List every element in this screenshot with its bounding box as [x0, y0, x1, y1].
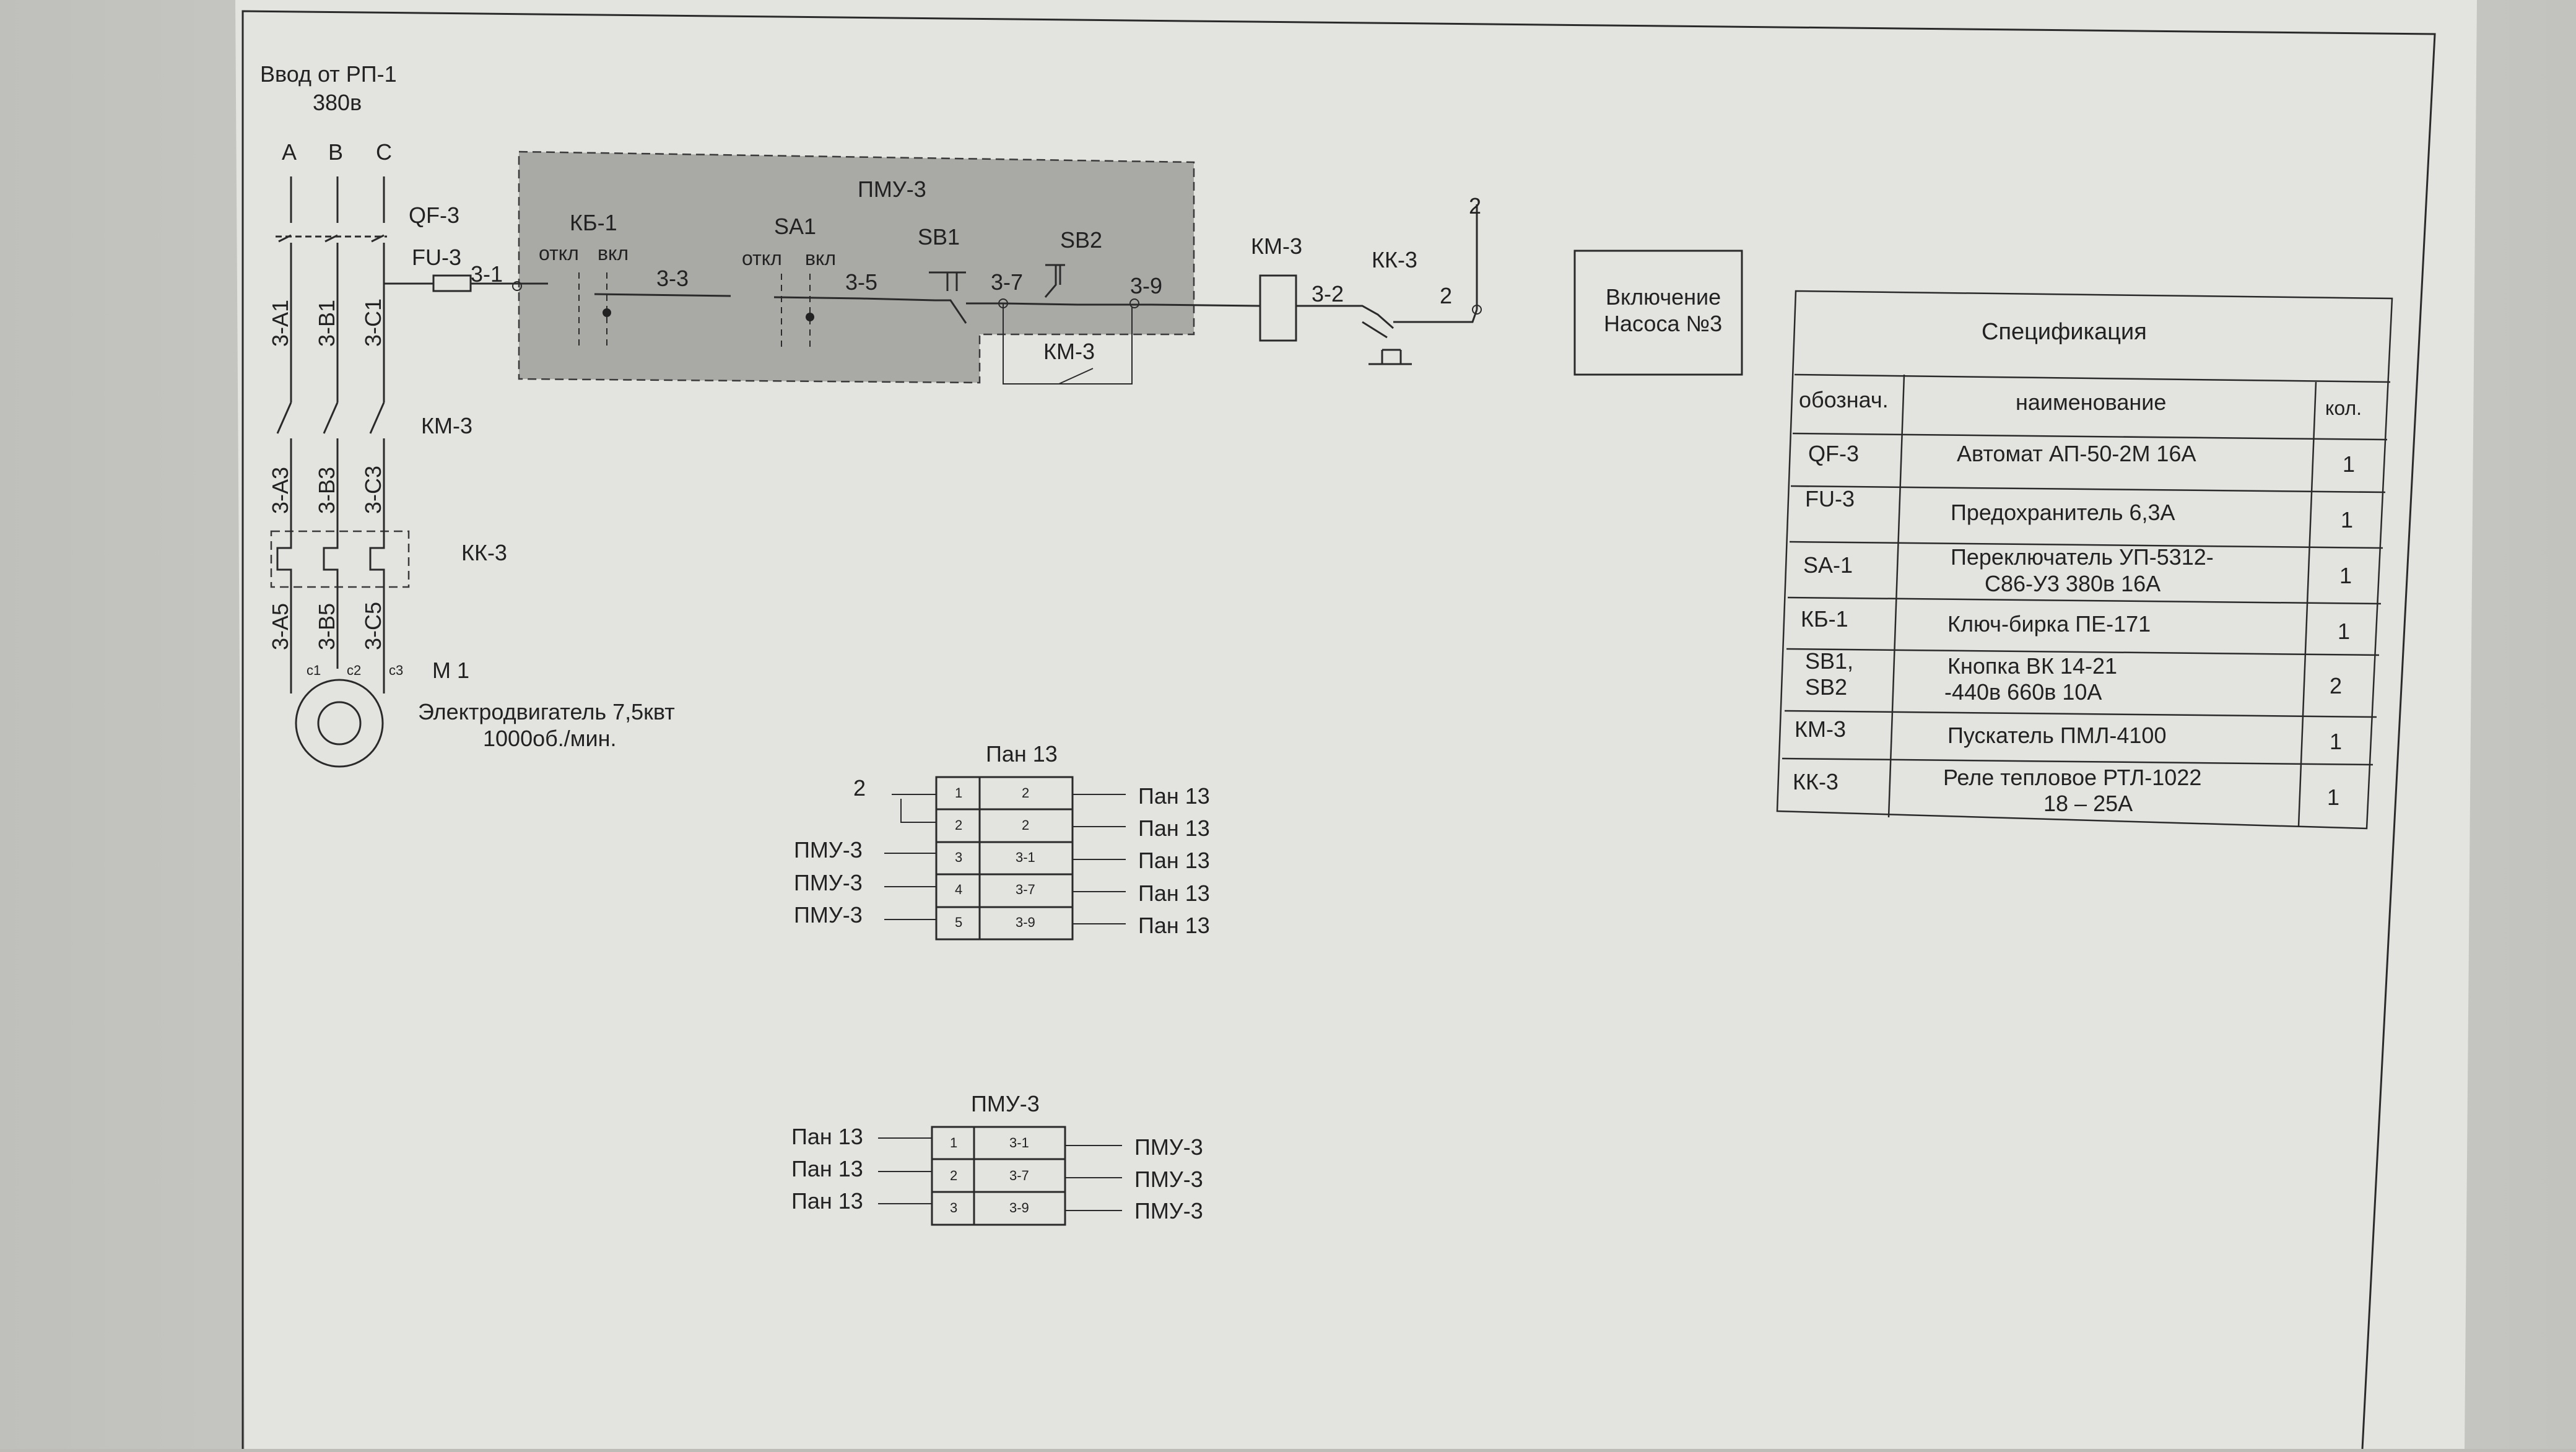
terminal-right-label: Пан 13: [1138, 783, 1210, 809]
terminal-wire: 2: [1022, 817, 1030, 833]
phase-a-label: A: [282, 139, 297, 165]
motor-terminal-c3: с3: [389, 663, 404, 678]
terminal-right-label: ПМУ-3: [1134, 1167, 1203, 1192]
terminal-number: 2: [950, 1168, 958, 1183]
spec-header-name: наименование: [2016, 389, 2167, 415]
spec-cell-name-2: 18 – 25А: [2043, 791, 2133, 816]
motor-terminal-c2: с2: [347, 663, 362, 678]
terminal-block-2-title: ПМУ-3: [971, 1091, 1040, 1116]
wire-label-35: 3-5: [845, 269, 878, 295]
wire-label-2: 2: [1440, 283, 1453, 308]
spec-cell-code-2: SB2: [1805, 674, 1848, 700]
wire-label-31: 3-1: [471, 261, 503, 287]
spec-cell-name: Кнопка ВК 14-21: [1947, 653, 2117, 679]
kk-power-label: КК-3: [461, 540, 507, 565]
terminal-number: 4: [955, 882, 963, 897]
wire-label-32: 3-2: [1312, 281, 1344, 306]
spec-cell-name: Переключатель УП-5312-: [1951, 544, 2214, 570]
terminal-right-label: ПМУ-3: [1134, 1134, 1203, 1160]
spec-cell-code: SA-1: [1803, 552, 1853, 578]
wire-label-c1: 3-С1: [360, 298, 386, 347]
wire-label-b3: 3-В3: [314, 466, 339, 514]
wire-label-39: 3-9: [1130, 273, 1163, 298]
terminal-left-label: Пан 13: [791, 1124, 863, 1149]
terminal-wire: 3-1: [1016, 850, 1035, 865]
spec-header-code: обознач.: [1799, 387, 1889, 412]
spec-cell-qty: 1: [2343, 451, 2356, 477]
supply-label-line2: 380в: [313, 90, 362, 115]
terminal-number: 3: [950, 1200, 958, 1215]
wire-label-33: 3-3: [656, 266, 689, 291]
terminal-left-label: ПМУ-3: [794, 870, 863, 895]
spec-cell-code: FU-3: [1805, 486, 1855, 511]
terminal-wire: 3-7: [1016, 882, 1035, 897]
terminal-wire: 3-9: [1009, 1200, 1029, 1215]
terminal-wire: 3-7: [1009, 1168, 1029, 1183]
spec-cell-name-2: С86-У3 380в 16А: [1985, 571, 2161, 596]
spec-cell-code: КК-3: [1793, 769, 1838, 794]
sb2-label: SB2: [1060, 227, 1103, 253]
km-coil-label: КМ-3: [1251, 233, 1302, 259]
km-aux-label: КМ-3: [1043, 339, 1095, 364]
wire-label-a3: 3-А3: [268, 466, 293, 514]
kk-contact-label: КК-3: [1372, 247, 1417, 272]
spec-cell-name: Пускатель ПМЛ-4100: [1947, 723, 2167, 748]
spec-header-qty: кол.: [2325, 397, 2362, 419]
wire-label-a5: 3-А5: [268, 602, 293, 650]
spec-cell-name-2: -440в 660в 10А: [1944, 679, 2102, 705]
inclusion-line1: Включение: [1606, 284, 1721, 310]
phase-b-label: B: [328, 139, 344, 165]
terminal-left-label: ПМУ-3: [794, 902, 863, 928]
spec-cell-name: Автомат АП-50-2М 16А: [1957, 441, 2196, 466]
phase-c-label: C: [376, 139, 392, 165]
pmu-label: ПМУ-3: [858, 176, 926, 202]
terminal-number: 5: [955, 915, 963, 930]
motor-desc-line1: Электродвигатель 7,5квт: [418, 699, 675, 724]
wire-label-c5: 3-С5: [360, 601, 386, 650]
spec-cell-name: Ключ-бирка ПЕ-171: [1947, 611, 2151, 637]
terminal-wire: 3-1: [1009, 1135, 1029, 1150]
fu-label: FU-3: [412, 245, 461, 270]
wire-label-b5: 3-В5: [314, 602, 339, 650]
terminal-left-label: 2: [853, 775, 866, 801]
terminal-right-label: ПМУ-3: [1134, 1198, 1203, 1224]
terminal-number: 1: [950, 1135, 958, 1150]
km-power-label: КМ-3: [421, 413, 472, 438]
terminal-left-label: ПМУ-3: [794, 837, 863, 863]
spec-cell-qty: 1: [2339, 563, 2352, 588]
sa-off-label: откл: [742, 247, 782, 269]
spec-cell-qty: 1: [2341, 507, 2354, 533]
terminal-left-label: Пан 13: [791, 1156, 863, 1181]
inclusion-line2: Насоса №3: [1604, 311, 1723, 336]
terminal-number: 1: [955, 785, 963, 801]
qf-label: QF-3: [409, 202, 460, 228]
terminal-wire: 3-9: [1016, 915, 1035, 930]
supply-label-line1: Ввод от РП-1: [260, 61, 397, 87]
wire-label-b1: 3-В1: [314, 299, 339, 347]
wire-label-2-top: 2: [1469, 193, 1482, 219]
sb1-label: SB1: [918, 224, 960, 250]
terminal-block-1-title: Пан 13: [986, 741, 1058, 767]
spec-cell-qty: 2: [2330, 673, 2343, 698]
spec-cell-code: КБ-1: [1801, 606, 1848, 632]
terminal-right-label: Пан 13: [1138, 848, 1210, 873]
spec-cell-qty: 1: [2327, 785, 2340, 810]
terminal-right-label: Пан 13: [1138, 815, 1210, 841]
spec-cell-qty: 1: [2330, 729, 2343, 754]
terminal-number: 3: [955, 850, 963, 865]
terminal-right-label: Пан 13: [1138, 880, 1210, 906]
spec-cell-name: Реле тепловое РТЛ-1022: [1943, 765, 2202, 790]
wire-label-c3: 3-С3: [360, 465, 386, 514]
terminal-right-label: Пан 13: [1138, 913, 1210, 938]
kb-off-label: откл: [539, 242, 579, 264]
motor-name: М 1: [432, 658, 470, 683]
motor-terminal-c1: с1: [307, 663, 321, 678]
wire-label-37: 3-7: [991, 269, 1024, 295]
spec-cell-code: QF-3: [1808, 441, 1860, 466]
spec-cell-name: Предохранитель 6,3А: [1951, 500, 2175, 525]
terminal-wire: 2: [1022, 785, 1030, 801]
terminal-left-label: Пан 13: [791, 1188, 863, 1214]
wire-label-a1: 3-А1: [268, 299, 293, 347]
kb-on-label: вкл: [598, 242, 629, 264]
spec-cell-code: КМ-3: [1795, 716, 1846, 742]
spec-cell-qty: 1: [2338, 619, 2351, 644]
motor-desc-line2: 1000об./мин.: [483, 726, 617, 751]
sa-on-label: вкл: [805, 247, 837, 269]
kb-label: КБ-1: [570, 210, 617, 235]
spec-cell-code: SB1,: [1805, 648, 1854, 674]
spec-title: Спецификация: [1982, 319, 2147, 345]
sa-label: SA1: [774, 214, 817, 239]
terminal-number: 2: [955, 817, 963, 833]
